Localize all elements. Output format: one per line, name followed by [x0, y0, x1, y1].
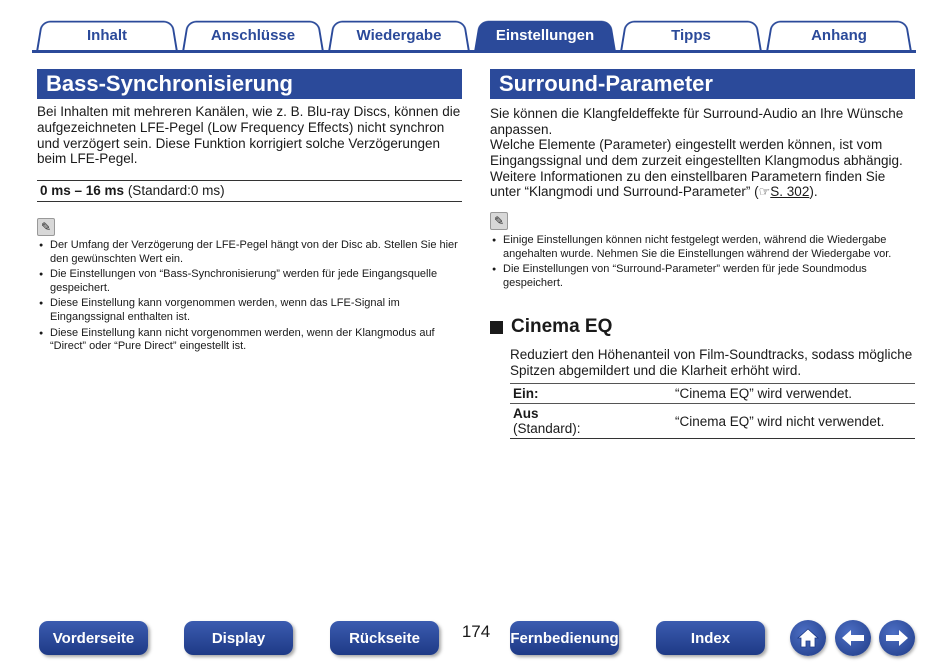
- square-bullet-icon: [490, 321, 503, 334]
- section-heading-bass-sync: Bass-Synchronisierung: [37, 69, 462, 99]
- display-button[interactable]: Display: [184, 621, 293, 655]
- range-default: (Standard:0 ms): [124, 183, 225, 198]
- tab-anschluesse[interactable]: Anschlüsse: [182, 18, 324, 52]
- bass-sync-range: [37, 180, 462, 202]
- page-reference-link[interactable]: S. 302: [770, 184, 810, 200]
- section-heading-surround: Surround-Parameter: [490, 69, 915, 99]
- tab-inhalt[interactable]: Inhalt: [36, 18, 178, 52]
- option-key: Ein:: [510, 384, 672, 404]
- page-number: 174: [461, 622, 491, 641]
- cinema-eq-heading: Cinema EQ: [490, 316, 612, 338]
- rueckseite-button[interactable]: Rückseite: [330, 621, 439, 655]
- vorderseite-button[interactable]: Vorderseite: [39, 621, 148, 655]
- table-row: [510, 384, 915, 404]
- tab-underline: [32, 50, 916, 53]
- pencil-icon: ✎: [490, 212, 508, 230]
- list-item: ● Einige Einstellungen können nicht festgelegt werden, während die Wiedergabe angehalten wurde. Nehmen Sie die Einstellungen während der Wiedergabe vor.: [491, 234, 911, 262]
- pencil-icon: ✎: [37, 218, 55, 236]
- list-item: ● Die Einstellungen von “Bass-Synchronisierung” werden für jede Eingangsquelle gespeichert.: [38, 268, 463, 296]
- table-row: [510, 404, 915, 439]
- list-item: ● Der Umfang der Verzögerung der LFE-Pegel hängt von der Disc ab. Stellen Sie hier den gewünschten Wert ein.: [38, 239, 463, 267]
- surround-notes: [491, 234, 911, 292]
- bass-sync-notes: [38, 239, 463, 356]
- home-icon[interactable]: [790, 620, 826, 656]
- cinema-eq-options-table: [510, 383, 915, 439]
- index-button[interactable]: Index: [656, 621, 765, 655]
- surround-intro-2: Welche Elemente (Parameter) eingestellt werden können, ist vom Eingangssignal und dem zurzeit eingestellten Klangmodus abhängig. Weitere Informationen zu den einstellbaren Parametern finden Sie unter “Klangmodi und Surround-Parameter” (☞S. 302).: [490, 137, 903, 200]
- bass-sync-intro: Bei Inhalten mit mehreren Kanälen, wie z. B. Blu-ray Discs, können die aufgezeichneten LFE-Pegel (Low Frequency Effects) nicht synchron und verzögert sein. Diese Funktion korrigiert solche Verzögerungen beim LFE-Pegel.: [37, 104, 461, 167]
- back-arrow-icon[interactable]: [835, 620, 871, 656]
- cinema-eq-description: Reduziert den Höhenanteil von Film-Soundtracks, sodass mögliche Spitzen abgemildert und die Klarheit erhöht wird.: [510, 347, 913, 378]
- tab-tipps[interactable]: Tipps: [620, 18, 762, 52]
- list-item: ● Diese Einstellung kann vorgenommen werden, wenn das LFE-Signal im Eingangssignal enthalten ist.: [38, 297, 463, 325]
- list-item: ● Diese Einstellung kann nicht vorgenommen werden, wenn der Klangmodus auf “Direct” oder “Pure Direct” eingestellt ist.: [38, 327, 463, 355]
- option-key: Aus (Standard):: [510, 404, 672, 439]
- tab-wiedergabe[interactable]: Wiedergabe: [328, 18, 470, 52]
- forward-arrow-icon[interactable]: [879, 620, 915, 656]
- list-item: ● Die Einstellungen von “Surround-Parameter” werden für jede Soundmodus gespeichert.: [491, 263, 911, 291]
- fernbedienung-button[interactable]: Fernbedienung: [510, 621, 619, 655]
- option-value: “Cinema EQ” wird nicht verwendet.: [672, 404, 915, 439]
- tab-einstellungen[interactable]: Einstellungen: [474, 18, 616, 52]
- surround-intro-1: Sie können die Klangfeldeffekte für Surround-Audio an Ihre Wünsche anpassen.: [490, 106, 904, 137]
- hand-pointer-icon: ☞: [758, 184, 771, 200]
- option-value: “Cinema EQ” wird verwendet.: [672, 384, 915, 404]
- tab-anhang[interactable]: Anhang: [766, 18, 912, 52]
- range-value: 0 ms – 16 ms: [40, 183, 125, 198]
